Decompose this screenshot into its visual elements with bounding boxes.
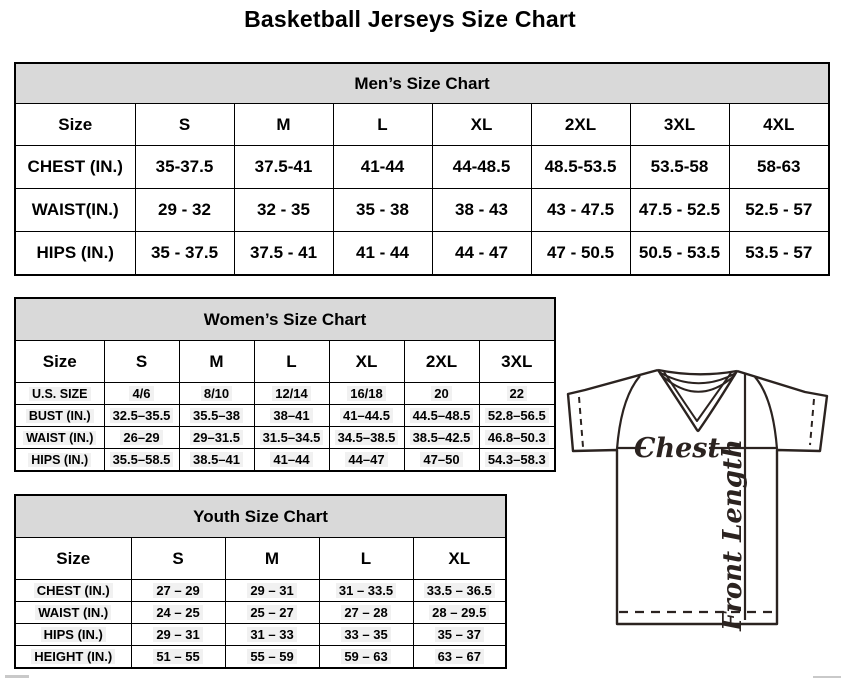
- row-label: HEIGHT (IN.): [15, 646, 131, 669]
- size-cell: 28 – 29.5: [413, 602, 506, 624]
- size-cell: 27 – 28: [319, 602, 413, 624]
- size-cell: 25 – 27: [225, 602, 319, 624]
- column-header: 3XL: [479, 341, 555, 383]
- row-label: WAIST (IN.): [15, 602, 131, 624]
- column-header: S: [131, 538, 225, 580]
- size-cell: 38 - 43: [432, 189, 531, 232]
- size-cell: 63 – 67: [413, 646, 506, 669]
- size-cell: 35.5–58.5: [104, 449, 179, 472]
- left-cuff-stitch: [579, 397, 583, 447]
- size-cell: 29 – 31: [131, 624, 225, 646]
- size-cell: 52.5 - 57: [729, 189, 829, 232]
- column-header: 3XL: [630, 104, 729, 146]
- size-cell: 54.3–58.3: [479, 449, 555, 472]
- size-cell: 41–44.5: [329, 405, 404, 427]
- row-label: HIPS (IN.): [15, 449, 104, 472]
- table-header-row: [15, 538, 506, 580]
- size-cell: 38–41: [254, 405, 329, 427]
- front-length-label: Front Length: [718, 439, 748, 631]
- size-cell: 44-48.5: [432, 146, 531, 189]
- size-cell: 35-37.5: [135, 146, 234, 189]
- size-cell: 32 - 35: [234, 189, 333, 232]
- size-cell: 4/6: [104, 383, 179, 405]
- page-title: Basketball Jerseys Size Chart: [244, 6, 576, 32]
- table-row: [15, 427, 555, 449]
- table-row: [15, 602, 506, 624]
- size-cell: 29 - 32: [135, 189, 234, 232]
- size-cell: 41 - 44: [333, 232, 432, 276]
- size-cell: 22: [479, 383, 555, 405]
- size-cell: 12/14: [254, 383, 329, 405]
- size-cell: 32.5–35.5: [104, 405, 179, 427]
- v-neck-collar: [658, 370, 737, 431]
- size-cell: 8/10: [179, 383, 254, 405]
- size-cell: 29–31.5: [179, 427, 254, 449]
- size-cell: 47 - 50.5: [531, 232, 630, 276]
- youth-chart-title: Youth Size Chart: [15, 495, 506, 538]
- chest-label: Chest: [634, 433, 720, 464]
- table-row: [15, 383, 555, 405]
- row-label: HIPS (IN.): [15, 624, 131, 646]
- column-header: 4XL: [729, 104, 829, 146]
- row-label: CHEST (IN.): [15, 580, 131, 602]
- row-label: WAIST(IN.): [15, 189, 135, 232]
- jersey-outline: [568, 370, 827, 624]
- jersey-measurement-diagram: [558, 363, 843, 635]
- size-cell: 59 – 63: [319, 646, 413, 669]
- size-cell: 31.5–34.5: [254, 427, 329, 449]
- mens-size-chart-table: [14, 62, 830, 276]
- size-cell: 16/18: [329, 383, 404, 405]
- row-label: U.S. SIZE: [15, 383, 104, 405]
- column-header: S: [104, 341, 179, 383]
- table-row: [15, 580, 506, 602]
- size-cell: 47–50: [404, 449, 479, 472]
- size-cell: 41–44: [254, 449, 329, 472]
- size-cell: 35 - 38: [333, 189, 432, 232]
- column-header: M: [179, 341, 254, 383]
- size-cell: 41-44: [333, 146, 432, 189]
- size-cell: 34.5–38.5: [329, 427, 404, 449]
- size-cell: 37.5-41: [234, 146, 333, 189]
- size-cell: 26–29: [104, 427, 179, 449]
- column-header: L: [319, 538, 413, 580]
- row-label: WAIST (IN.): [15, 427, 104, 449]
- table-row: [15, 646, 506, 669]
- size-cell: 37.5 - 41: [234, 232, 333, 276]
- column-header: S: [135, 104, 234, 146]
- column-header: XL: [329, 341, 404, 383]
- table-row: [15, 405, 555, 427]
- size-cell: 48.5-53.5: [531, 146, 630, 189]
- size-cell: 51 – 55: [131, 646, 225, 669]
- right-sleeve-seam: [755, 377, 777, 449]
- horizontal-scrollbar-fragment[interactable]: [813, 676, 841, 678]
- size-cell: 35 - 37.5: [135, 232, 234, 276]
- right-cuff-stitch: [810, 399, 814, 445]
- column-header-size: Size: [15, 341, 104, 383]
- size-cell: 31 – 33: [225, 624, 319, 646]
- column-header: L: [254, 341, 329, 383]
- table-row: [15, 624, 506, 646]
- size-cell: 44–47: [329, 449, 404, 472]
- size-cell: 33.5 – 36.5: [413, 580, 506, 602]
- youth-size-chart-table: [14, 494, 507, 669]
- size-cell: 53.5-58: [630, 146, 729, 189]
- mens-chart-title: Men’s Size Chart: [15, 63, 829, 104]
- column-header-size: Size: [15, 538, 131, 580]
- column-header: 2XL: [404, 341, 479, 383]
- size-cell: 38.5–42.5: [404, 427, 479, 449]
- table-row: [15, 449, 555, 472]
- table-row: [15, 189, 829, 232]
- size-cell: 35 – 37: [413, 624, 506, 646]
- column-header: M: [234, 104, 333, 146]
- table-header-row: [15, 341, 555, 383]
- table-row: [15, 146, 829, 189]
- column-header: XL: [413, 538, 506, 580]
- size-cell: 58-63: [729, 146, 829, 189]
- size-cell: 47.5 - 52.5: [630, 189, 729, 232]
- size-cell: 33 – 35: [319, 624, 413, 646]
- column-header: XL: [432, 104, 531, 146]
- size-cell: 43 - 47.5: [531, 189, 630, 232]
- womens-size-chart-table: [14, 297, 556, 472]
- size-cell: 38.5–41: [179, 449, 254, 472]
- column-header: L: [333, 104, 432, 146]
- size-cell: 52.8–56.5: [479, 405, 555, 427]
- row-label: BUST (IN.): [15, 405, 104, 427]
- column-header: M: [225, 538, 319, 580]
- size-cell: 27 – 29: [131, 580, 225, 602]
- table-header-row: [15, 104, 829, 146]
- size-cell: 20: [404, 383, 479, 405]
- size-cell: 50.5 - 53.5: [630, 232, 729, 276]
- size-cell: 44.5–48.5: [404, 405, 479, 427]
- row-label: CHEST (IN.): [15, 146, 135, 189]
- table-row: [15, 232, 829, 276]
- size-cell: 35.5–38: [179, 405, 254, 427]
- womens-chart-title: Women’s Size Chart: [15, 298, 555, 341]
- measurement-lines: [617, 374, 777, 620]
- column-header: 2XL: [531, 104, 630, 146]
- horizontal-scrollbar-fragment[interactable]: [5, 675, 29, 678]
- size-cell: 55 – 59: [225, 646, 319, 669]
- size-cell: 29 – 31: [225, 580, 319, 602]
- size-cell: 53.5 - 57: [729, 232, 829, 276]
- size-cell: 44 - 47: [432, 232, 531, 276]
- column-header-size: Size: [15, 104, 135, 146]
- size-cell: 24 – 25: [131, 602, 225, 624]
- row-label: HIPS (IN.): [15, 232, 135, 276]
- size-cell: 46.8–50.3: [479, 427, 555, 449]
- size-cell: 31 – 33.5: [319, 580, 413, 602]
